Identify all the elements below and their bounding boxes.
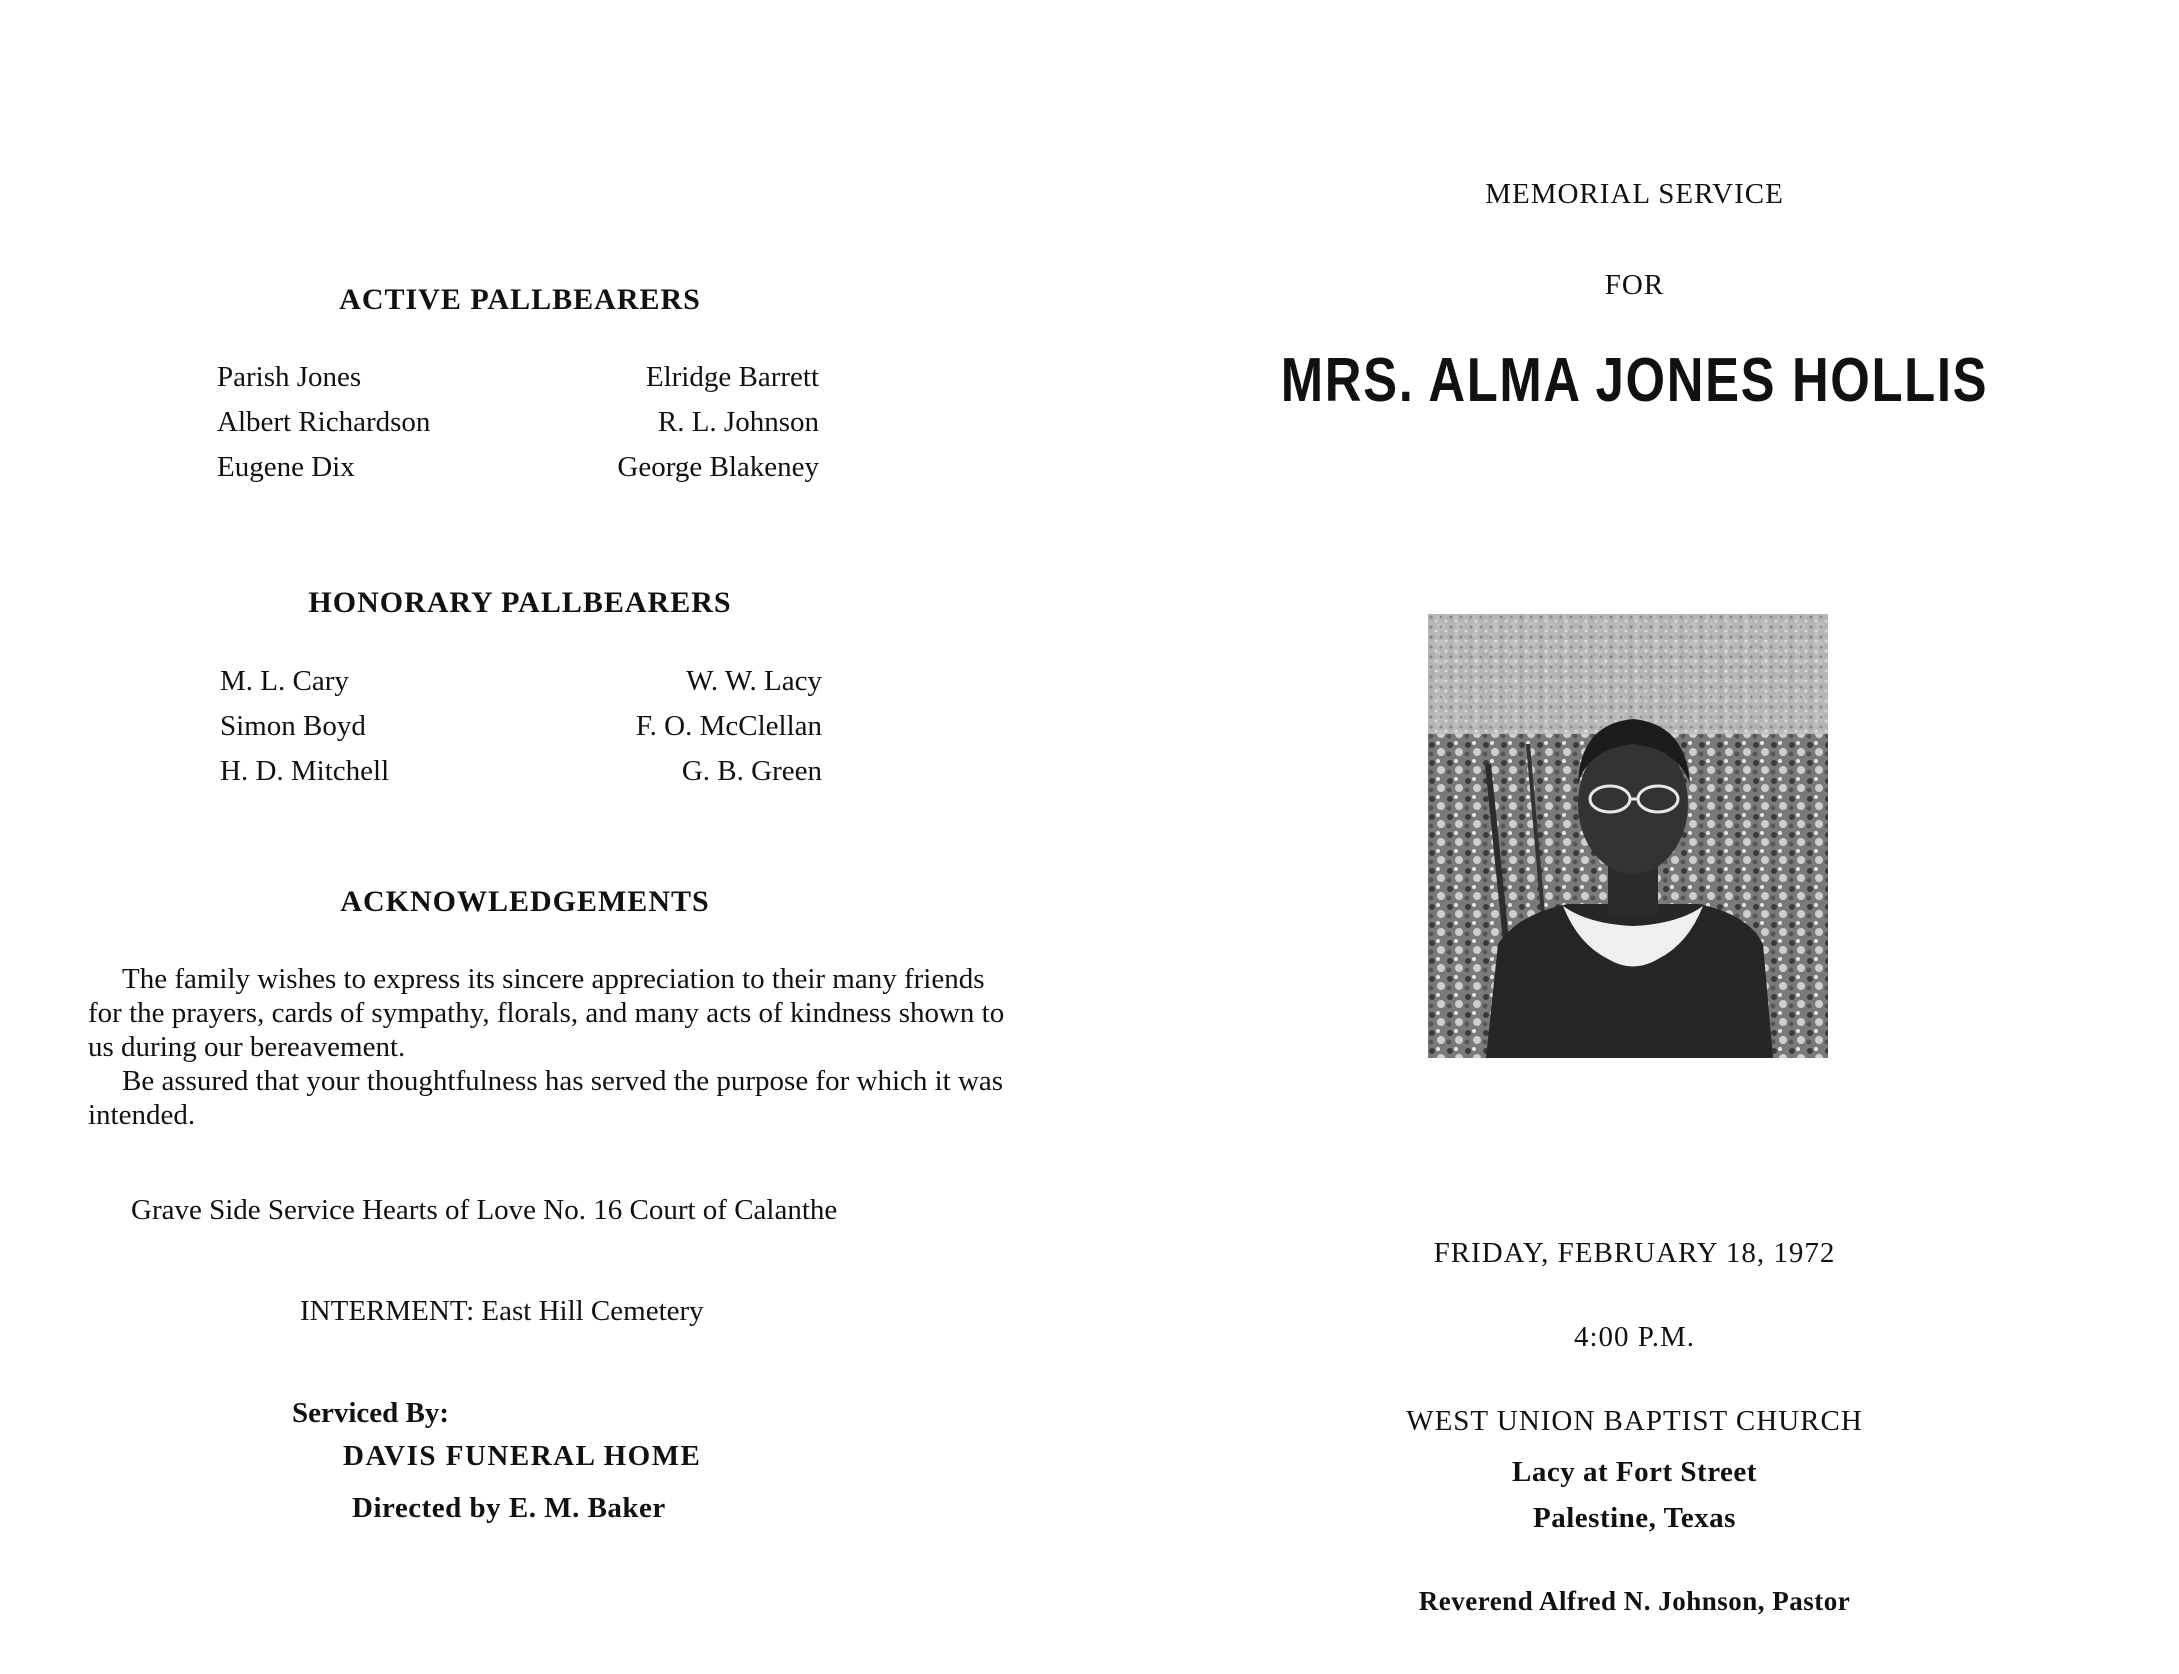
acknowledgements-text xyxy=(88,962,1018,1132)
list-item: R. L. Johnson xyxy=(657,406,819,438)
for-label: FOR xyxy=(1604,269,1665,301)
right-panel xyxy=(1090,0,2179,1674)
honorary-pallbearers-col2 xyxy=(560,659,822,794)
interment: INTERMENT: East Hill Cemetery xyxy=(300,1295,704,1327)
list-item: George Blakeney xyxy=(617,451,819,483)
church-name: WEST UNION BAPTIST CHURCH xyxy=(1406,1405,1863,1437)
honorary-pallbearers-heading: HONORARY PALLBEARERS xyxy=(308,586,732,619)
list-item: Elridge Barrett xyxy=(645,361,819,393)
service-date: FRIDAY, FEBRUARY 18, 1972 xyxy=(1433,1237,1836,1269)
portrait-photo xyxy=(1428,614,1828,1058)
memorial-service-title: MEMORIAL SERVICE xyxy=(1485,178,1784,210)
active-pallbearers-heading: ACTIVE PALLBEARERS xyxy=(339,283,701,316)
directed-by: Directed by E. M. Baker xyxy=(352,1492,666,1524)
honorary-pallbearers-col1 xyxy=(220,659,389,794)
list-item: H. D. Mitchell xyxy=(220,755,390,787)
list-item: Albert Richardson xyxy=(217,406,431,438)
serviced-by-label: Serviced By: xyxy=(292,1397,450,1429)
list-item: M. L. Cary xyxy=(220,665,349,697)
funeral-home-name: DAVIS FUNERAL HOME xyxy=(343,1440,702,1472)
list-item: W. W. Lacy xyxy=(686,665,822,697)
acknowledgements-paragraph: The family wishes to express its sincere appreciation to their many friends for the prayers, cards of sympathy, florals, and many acts of kindness shown to us during our bereavement. xyxy=(88,963,1005,1063)
active-pallbearers-col2 xyxy=(560,355,819,490)
service-time: 4:00 P.M. xyxy=(1573,1321,1695,1353)
acknowledgements-heading: ACKNOWLEDGEMENTS xyxy=(340,885,710,918)
active-pallbearers-col1 xyxy=(217,355,430,490)
church-address-street: Lacy at Fort Street xyxy=(1512,1456,1757,1488)
deceased-name: MRS. ALMA JONES HOLLIS xyxy=(1280,346,1989,415)
acknowledgements-paragraph: Be assured that your thoughtfulness has served the purpose for which it was intended. xyxy=(88,1065,1004,1131)
list-item: G. B. Green xyxy=(681,755,822,787)
pastor-name: Reverend Alfred N. Johnson, Pastor xyxy=(1418,1586,1851,1616)
graveside-service: Grave Side Service Hearts of Love No. 16 Court of Calanthe xyxy=(131,1194,838,1226)
list-item: F. O. McClellan xyxy=(635,710,822,742)
list-item: Simon Boyd xyxy=(220,710,366,742)
list-item: Eugene Dix xyxy=(217,451,355,483)
list-item: Parish Jones xyxy=(217,361,362,393)
church-address-city: Palestine, Texas xyxy=(1533,1502,1736,1534)
